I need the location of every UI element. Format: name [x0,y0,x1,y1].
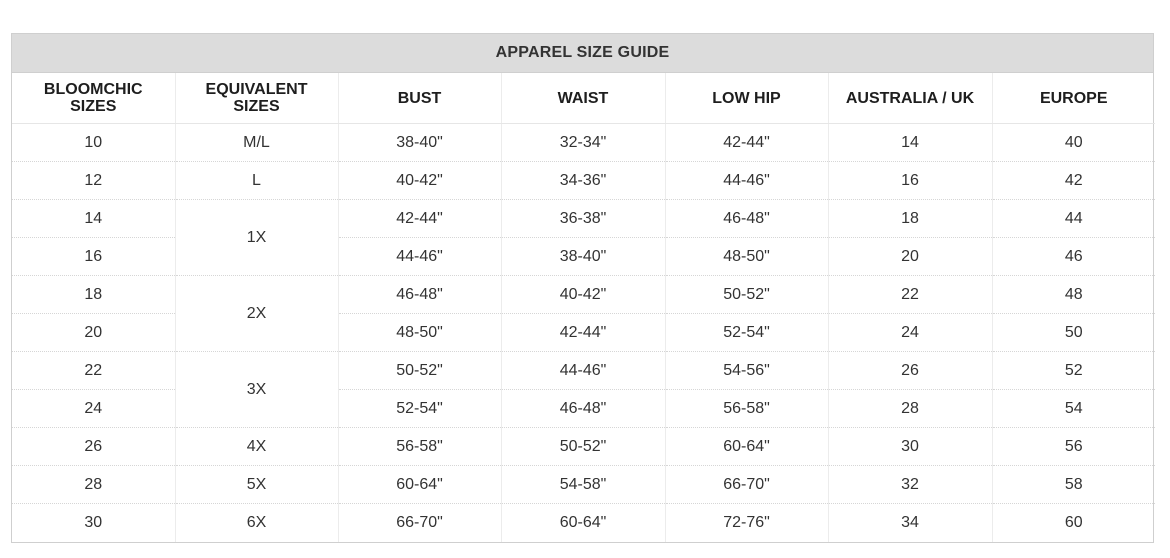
size-guide-table [12,73,1155,542]
header-row [12,73,1155,124]
cell-bust: 48-50" [338,314,501,352]
cell-low-hip: 66-70" [665,466,828,504]
cell-equivalent-size: 6X [175,504,338,543]
table-row [12,352,1155,390]
cell-equivalent-size: 1X [175,200,338,276]
cell-bust: 50-52" [338,352,501,390]
cell-europe: 42 [992,162,1155,200]
cell-bloomchic-size: 14 [12,200,175,238]
cell-bloomchic-size: 18 [12,276,175,314]
cell-waist: 40-42" [501,276,665,314]
size-guide-title: APPAREL SIZE GUIDE [12,34,1153,73]
cell-europe: 52 [992,352,1155,390]
cell-australia-uk: 26 [828,352,992,390]
cell-australia-uk: 32 [828,466,992,504]
cell-low-hip: 48-50" [665,238,828,276]
cell-waist: 34-36" [501,162,665,200]
cell-bloomchic-size: 30 [12,504,175,543]
header-bust: BUST [338,73,501,124]
cell-waist: 60-64" [501,504,665,543]
cell-low-hip: 52-54" [665,314,828,352]
cell-bust: 46-48" [338,276,501,314]
cell-australia-uk: 24 [828,314,992,352]
cell-low-hip: 60-64" [665,428,828,466]
cell-bust: 42-44" [338,200,501,238]
cell-low-hip: 42-44" [665,124,828,162]
cell-low-hip: 54-56" [665,352,828,390]
cell-bloomchic-size: 26 [12,428,175,466]
cell-europe: 56 [992,428,1155,466]
cell-europe: 44 [992,200,1155,238]
cell-low-hip: 46-48" [665,200,828,238]
table-row [12,504,1155,543]
cell-europe: 40 [992,124,1155,162]
cell-europe: 46 [992,238,1155,276]
cell-low-hip: 50-52" [665,276,828,314]
cell-bloomchic-size: 16 [12,238,175,276]
cell-bloomchic-size: 22 [12,352,175,390]
cell-bust: 52-54" [338,390,501,428]
cell-bust: 60-64" [338,466,501,504]
cell-bust: 38-40" [338,124,501,162]
cell-australia-uk: 22 [828,276,992,314]
cell-europe: 50 [992,314,1155,352]
cell-europe: 48 [992,276,1155,314]
cell-waist: 46-48" [501,390,665,428]
cell-waist: 32-34" [501,124,665,162]
table-row [12,466,1155,504]
cell-bust: 40-42" [338,162,501,200]
cell-waist: 38-40" [501,238,665,276]
header-australia-uk: AUSTRALIA / UK [828,73,992,124]
cell-bloomchic-size: 12 [12,162,175,200]
cell-bust: 44-46" [338,238,501,276]
cell-australia-uk: 30 [828,428,992,466]
cell-low-hip: 56-58" [665,390,828,428]
cell-equivalent-size: 4X [175,428,338,466]
cell-equivalent-size: 2X [175,276,338,352]
cell-europe: 54 [992,390,1155,428]
header-bloomchic-sizes: BLOOMCHIC SIZES [12,73,175,124]
table-row [12,428,1155,466]
header-equivalent-sizes: EQUIVALENT SIZES [175,73,338,124]
table-row [12,276,1155,314]
cell-equivalent-size: 3X [175,352,338,428]
cell-europe: 60 [992,504,1155,543]
cell-equivalent-size: 5X [175,466,338,504]
cell-australia-uk: 20 [828,238,992,276]
header-waist: WAIST [501,73,665,124]
table-row [12,124,1155,162]
cell-waist: 42-44" [501,314,665,352]
cell-bloomchic-size: 24 [12,390,175,428]
cell-waist: 44-46" [501,352,665,390]
cell-bloomchic-size: 28 [12,466,175,504]
cell-waist: 54-58" [501,466,665,504]
size-guide-table-container [11,33,1154,543]
cell-bloomchic-size: 10 [12,124,175,162]
cell-australia-uk: 14 [828,124,992,162]
cell-low-hip: 44-46" [665,162,828,200]
cell-bloomchic-size: 20 [12,314,175,352]
cell-equivalent-size: L [175,162,338,200]
header-low-hip: LOW HIP [665,73,828,124]
cell-waist: 50-52" [501,428,665,466]
cell-europe: 58 [992,466,1155,504]
cell-australia-uk: 28 [828,390,992,428]
cell-equivalent-size: M/L [175,124,338,162]
cell-australia-uk: 18 [828,200,992,238]
cell-waist: 36-38" [501,200,665,238]
header-europe: EUROPE [992,73,1155,124]
cell-australia-uk: 34 [828,504,992,543]
cell-bust: 66-70" [338,504,501,543]
table-row [12,162,1155,200]
table-row [12,200,1155,238]
cell-bust: 56-58" [338,428,501,466]
cell-low-hip: 72-76" [665,504,828,543]
cell-australia-uk: 16 [828,162,992,200]
